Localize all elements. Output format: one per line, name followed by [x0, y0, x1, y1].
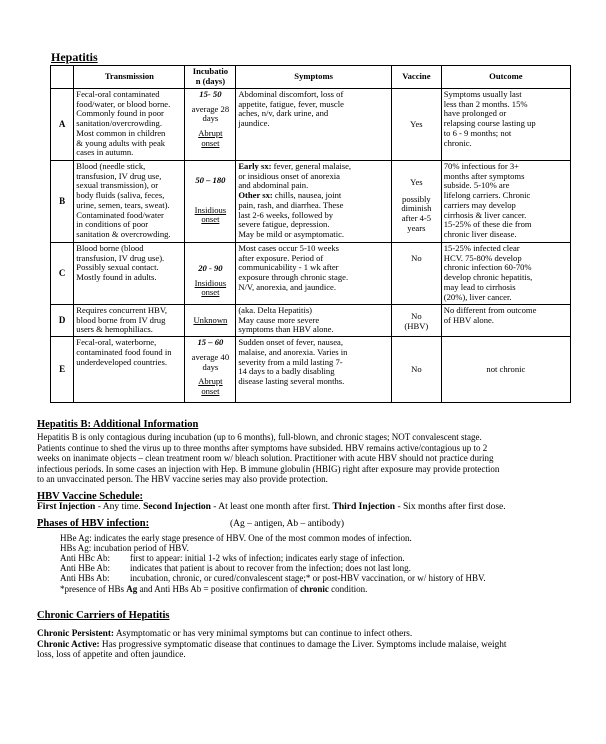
chronic-section — [37, 610, 507, 661]
text-line: appetite, fatigue, fever, muscle — [238, 98, 344, 109]
text-line: 15-25% of these die from — [443, 219, 532, 230]
text-line: Most cases occur 5-10 weeks — [238, 243, 340, 253]
text-line: and abdominal pain. — [238, 180, 309, 191]
vaccine-note: diminish — [401, 203, 432, 214]
first-injection-label: First Injection — [37, 502, 96, 512]
first-injection-text: - Any time. — [95, 502, 144, 512]
incubation-cell — [185, 305, 236, 337]
text-line: Fecal-oral contaminated — [76, 89, 160, 99]
vaccine-note: years — [407, 222, 426, 233]
hbv-info-body — [37, 432, 499, 485]
table-row-hep-b — [51, 161, 571, 243]
phases-footnote — [60, 584, 367, 594]
header-vaccine: Vaccine — [391, 66, 441, 89]
onset-label-2: onset — [201, 137, 220, 148]
text-line: Contaminated food/water — [76, 209, 164, 220]
text-line: underdeveloped countries. — [76, 356, 167, 367]
chronic-active-line — [37, 640, 507, 651]
text-line: may lead to cirrhosis — [443, 281, 516, 292]
vaccine-note: (HBV) — [404, 320, 429, 331]
table-row-hep-a — [51, 89, 571, 161]
text-line: exposure through chronic stage. — [238, 272, 349, 283]
incubation-cell — [185, 89, 236, 161]
text-line: food/water, or blood borne. — [76, 98, 171, 109]
chronic-active-text: Has progressive symptomatic disease that continues to damage the Liver. Symptoms include malaise, weight — [99, 639, 507, 650]
text-line: communicability - 1 wk after — [238, 262, 339, 273]
transmission-cell — [74, 243, 185, 305]
paragraph-line: weeks on inanimate objects – clean treatment room w/ bleach solution. Practitioner with acute HBV should not practice during — [37, 453, 494, 463]
vaccine-cell — [391, 243, 441, 305]
header-symptoms: Symptoms — [236, 66, 392, 89]
vaccine-value: No — [411, 253, 422, 263]
onset-label-2: onset — [201, 214, 220, 225]
phase-term: HBe Ag: — [60, 533, 92, 543]
symptoms-cell — [236, 337, 392, 403]
text-line: subside. 5-10% are — [443, 180, 510, 191]
outcome-cell — [441, 243, 570, 305]
paragraph-line: infectious periods. In some cases an injection with Hep. B immune globulin (HBIG) right after exposure may provide protection — [37, 463, 500, 474]
footnote-ag: Ag — [126, 584, 138, 594]
transmission-cell — [74, 161, 185, 243]
incubation-range: 20 - 90 — [198, 263, 223, 273]
text-line: Commonly found in poor — [76, 108, 164, 119]
incubation-average-unit: days — [202, 113, 219, 124]
incubation-unknown: Unknown — [193, 314, 228, 325]
text-line: less than 2 months. 15% — [443, 98, 528, 109]
text-line: & young adults with peak — [76, 137, 166, 148]
text-line: Mostly found in adults. — [76, 272, 157, 283]
phases-legend: (Ag – antigen, Ab – antibody) — [230, 519, 344, 529]
text-line: have prolonged or — [443, 108, 507, 119]
phase-term: Anti HBe Ab: — [60, 563, 111, 573]
chronic-body — [37, 629, 507, 661]
text-line: severity from a mild lasting 7- — [238, 356, 343, 367]
transmission-cell — [74, 337, 185, 403]
symptoms-cell — [236, 243, 392, 305]
phase-item-hbs-ag — [60, 543, 189, 553]
row-letter: C — [51, 243, 74, 305]
third-injection-text: - Six months after first dose. — [395, 502, 506, 512]
text-line: chronic. — [443, 137, 472, 148]
text-line: HCV. 75-80% develop — [443, 252, 522, 263]
text-line: in conditions of poor — [76, 219, 149, 230]
vaccine-note: after 4-5 — [401, 213, 432, 224]
text-line: to 6 - 9 months; not — [443, 127, 512, 138]
text-line: sexual transmission), or — [76, 180, 159, 191]
table-row-hep-e — [51, 337, 571, 403]
text-line: symptoms than HBV alone. — [238, 324, 334, 335]
text-line: No different from outcome — [443, 305, 537, 315]
vaccine-schedule-section — [37, 491, 506, 513]
phase-text: indicates the early stage presence of HBV. One of the most common modes of infection. — [94, 533, 412, 543]
text-line: after exposure. Period of — [238, 252, 324, 263]
text-line: or insidious onset of anorexia — [238, 170, 340, 181]
chronic-persistent-text: Asymptomatic or has very minimal symptoms but can continue to infect others. — [114, 629, 413, 639]
phase-item-anti-hbe — [60, 563, 411, 573]
outcome-cell: not chronic — [441, 337, 570, 403]
text-line: Fecal-oral, waterborne, — [76, 337, 157, 348]
outcome-cell — [441, 161, 570, 243]
text-line: (aka. Delta Hepatitis) — [238, 305, 313, 315]
outcome-cell — [441, 305, 570, 337]
table-header-row — [51, 66, 571, 89]
phase-text: first to appear: initial 1-2 wks of infection; indicates early stage of infection. — [130, 553, 405, 563]
hepatitis-table — [50, 65, 571, 403]
text-line: 15-25% infected clear — [443, 243, 520, 253]
text-line: develop chronic hepatitis, — [443, 272, 533, 283]
symptoms-cell — [236, 305, 392, 337]
phase-text: incubation, chronic, or cured/convalescent stage;* or post-HBV vaccination, or w/ history of HBV. — [130, 573, 486, 583]
text-line: chronic infection 60-70% — [443, 262, 532, 273]
header-transmission: Transmission — [74, 66, 185, 89]
text-line: blood borne from IV drug — [76, 314, 166, 325]
text-line: 14 days to a badly disabling — [238, 366, 335, 377]
vaccine-note: possibly — [402, 193, 431, 204]
chronic-persistent-label: Chronic Persistent: — [37, 629, 115, 639]
text-line: cases in autumn. — [76, 147, 134, 158]
phase-text: incubation period of HBV. — [93, 543, 189, 553]
text-line: Requires concurrent HBV, — [76, 305, 168, 315]
hbv-info-heading: Hepatitis B: Additional Information — [37, 419, 199, 430]
text-line: Most common in children — [76, 127, 166, 138]
onset-label-2: onset — [201, 385, 220, 396]
second-injection-label: Second Injection — [143, 502, 211, 512]
row-letter: A — [51, 89, 74, 161]
phase-term: Anti HBc Ab: — [60, 553, 111, 563]
second-injection-text: - At least one month after first. — [210, 502, 333, 512]
text-line: sanitation/overcrowding. — [76, 118, 162, 129]
incubation-cell — [185, 161, 236, 243]
text-line: Symptoms usually last — [443, 89, 522, 99]
text-line: May be mild or asymptomatic. — [238, 228, 345, 239]
text-line: aches, n/v, dark urine, and — [238, 108, 329, 119]
phase-text: indicates that patient is about to recover from the infection; does not last long. — [130, 563, 411, 573]
footnote-text: *presence of HBs — [60, 584, 127, 594]
incubation-range: 50 – 180 — [195, 175, 226, 185]
vaccine-cell — [391, 305, 441, 337]
incubation-average-unit: days — [202, 361, 219, 372]
text-line: 70% infectious for 3+ — [443, 161, 519, 171]
text-line: Possibly sexual contact. — [76, 262, 159, 273]
onset-label-2: onset — [201, 287, 220, 298]
hbv-info-section — [37, 419, 499, 485]
text-line: (20%), liver cancer. — [443, 291, 512, 302]
paragraph-line: to an unvaccinated person. The HBV vaccine series may also provide protection. — [37, 474, 328, 484]
incubation-cell — [185, 337, 236, 403]
phase-item-anti-hbs — [60, 573, 486, 583]
text-line: urine, semen, tears, sweat). — [76, 199, 170, 210]
header-incubation — [185, 66, 236, 89]
text-line: jaundice. — [238, 118, 270, 129]
text-line: transfusion, IV drug use, — [76, 170, 162, 181]
table-row-hep-d — [51, 305, 571, 337]
text-line: malaise, and anorexia. Varies in — [238, 346, 348, 357]
vaccine-schedule-heading: HBV Vaccine Schedule: — [37, 491, 143, 502]
text-line: N/V, anorexia, and jaundice. — [238, 281, 336, 292]
incubation-cell — [185, 243, 236, 305]
text-line: Abdominal discomfort, loss of — [238, 89, 344, 99]
text-line: transfusion, IV drug use). — [76, 252, 165, 263]
phase-term: Anti HBs Ab: — [60, 573, 110, 583]
phase-term: HBs Ag: — [60, 543, 92, 553]
table-row-hep-c — [51, 243, 571, 305]
phases-heading: Phases of HBV infection: — [37, 518, 150, 529]
third-injection-label: Third Injection — [332, 502, 396, 512]
text-line: sanitation & overcrowding. — [76, 228, 171, 239]
vaccine-value: Yes — [410, 177, 423, 187]
phase-item-hbe-ag — [60, 533, 412, 543]
text-line: relapsing course lasting up — [443, 118, 536, 129]
onset-label: Abrupt — [198, 376, 223, 387]
text-line: severe fatigue, depression. — [238, 219, 330, 230]
row-letter: B — [51, 161, 74, 243]
outcome-cell — [441, 89, 570, 161]
early-sx-label: Early sx: — [238, 161, 272, 171]
text-line: pain, rash, and diarrhea. These — [238, 199, 344, 210]
footnote-chronic: chronic — [300, 584, 329, 594]
page-title: Hepatitis — [51, 50, 98, 64]
text-line: May cause more severe — [238, 314, 320, 325]
symptoms-cell — [236, 89, 392, 161]
onset-label: Insidious — [194, 204, 227, 215]
text-line: Blood (needle stick, — [76, 161, 146, 171]
phase-item-anti-hbc — [60, 553, 405, 563]
text-line: chronic liver disease. — [443, 228, 517, 239]
text-line: lifelong carriers. Chronic — [443, 190, 531, 201]
chronic-heading: Chronic Carriers of Hepatitis — [37, 610, 170, 621]
phases-heading-row — [37, 518, 597, 530]
text-line: disease lasting several months. — [238, 375, 345, 386]
text-line: cirrhosis & liver cancer. — [443, 209, 527, 220]
transmission-cell — [74, 89, 185, 161]
text-line: carriers may develop — [443, 199, 516, 210]
header-incubation-line-2: n (days) — [195, 76, 226, 86]
chronic-active-label: Chronic Active: — [37, 639, 100, 650]
transmission-cell — [74, 305, 185, 337]
onset-label: Insidious — [194, 277, 227, 288]
vaccine-cell: Yes — [391, 89, 441, 161]
vaccine-cell — [391, 161, 441, 243]
text-line: contaminated food found in — [76, 346, 172, 357]
incubation-average: average 28 — [191, 103, 230, 114]
text-line: Blood borne (blood — [76, 243, 144, 253]
phases-section — [37, 518, 597, 530]
footnote-text-2: and Anti HBs Ab = positive confirmation of — [137, 584, 301, 594]
paragraph-line: Patients continue to shed the virus up to three months after symptoms have subsided. HBV remains active/contagious up to 2 — [37, 442, 488, 453]
other-sx-label: Other sx: — [238, 190, 273, 201]
text-line: Sudden onset of fever, nausea, — [238, 337, 343, 348]
text-line: last 2-6 weeks, followed by — [238, 209, 334, 220]
paragraph-line: Hepatitis B is only contagious during incubation (up to 6 months), full-blown, and chronic stages; NOT convalescent stage. — [37, 432, 482, 442]
text-line: of HBV alone. — [443, 314, 494, 325]
incubation-average: average 40 — [191, 351, 230, 362]
early-sx-text: fever, general malaise, — [271, 161, 352, 171]
header-blank — [51, 66, 74, 89]
footnote-text-3: condition. — [328, 584, 368, 594]
chronic-active-line-2: loss, loss of appetite and often jaundice. — [37, 650, 186, 660]
symptoms-cell — [236, 161, 392, 243]
row-letter: E — [51, 337, 74, 403]
onset-label: Abrupt — [198, 128, 223, 139]
vaccine-schedule-line — [37, 502, 506, 513]
incubation-range: 15- 50 — [199, 89, 222, 99]
incubation-range: 15 – 60 — [197, 337, 224, 348]
chronic-persistent-line — [37, 629, 507, 640]
text-line: body fluids (saliva, feces, — [76, 190, 165, 201]
other-sx-text: chills, nausea, joint — [272, 190, 342, 201]
vaccine-cell: No — [391, 337, 441, 403]
row-letter: D — [51, 305, 74, 337]
text-line: users & hemophiliacs. — [76, 324, 153, 335]
vaccine-value: No — [411, 311, 422, 321]
text-line: months after symptoms — [443, 170, 525, 181]
header-incubation-line-1: Incubatio — [192, 66, 229, 77]
header-outcome: Outcome — [441, 66, 570, 89]
